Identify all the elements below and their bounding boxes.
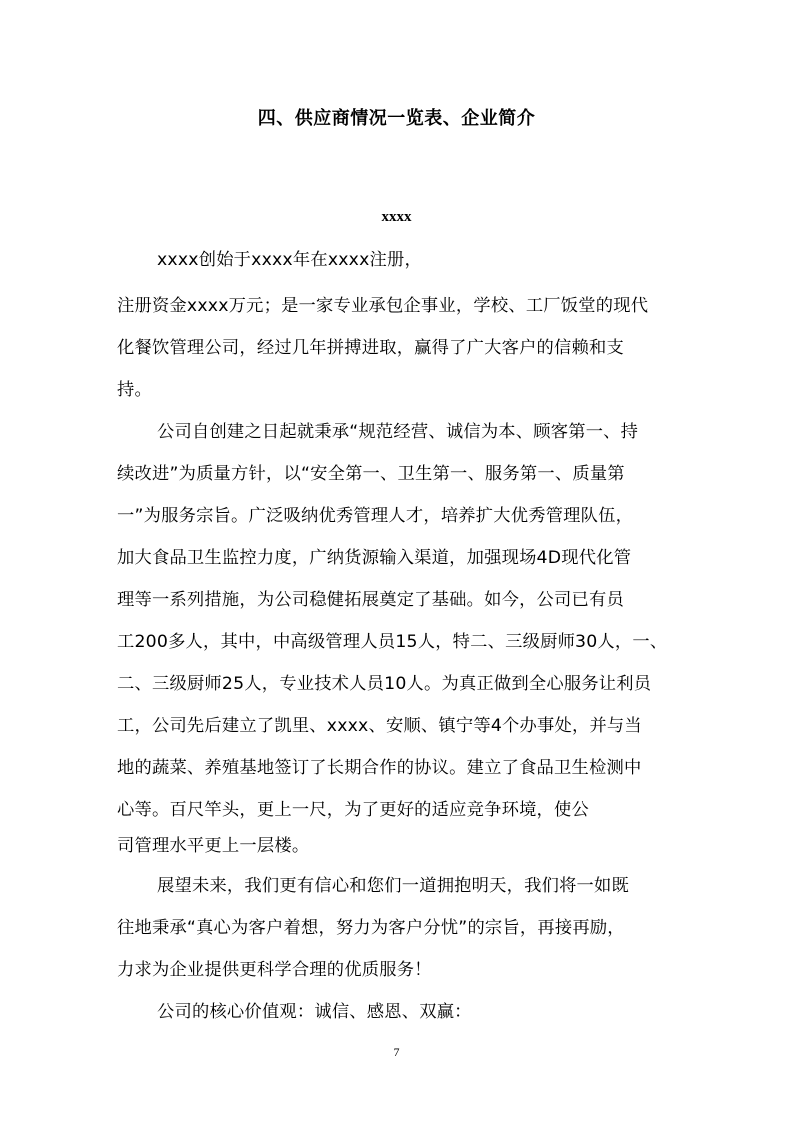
text-line: 力求为企业提供更科学合理的优质服务！ bbox=[117, 960, 432, 980]
text-line: 一”为服务宗旨。广泛吸纳优秀管理人才，培养扩大优秀管理队伍， bbox=[117, 506, 634, 526]
text-line: 理等一系列措施，为公司稳健拓展奠定了基础。如今，公司已有员 bbox=[117, 590, 624, 610]
text-line: 加大食品卫生监控力度，广纳货源输入渠道，加强现场4D现代化管 bbox=[117, 548, 632, 568]
text-line: 工，公司先后建立了凯里、xxxx、安顺、镇宁等4个办事处，并与当 bbox=[117, 716, 642, 736]
text-line: 展望未来，我们更有信心和您们一道拥抱明天，我们将一如既 bbox=[157, 876, 629, 896]
company-name: xxxx bbox=[381, 209, 412, 225]
section-heading: 四、供应商情况一览表、企业简介 bbox=[257, 108, 536, 129]
text-line: 公司自创建之日起就秉承“规范经营、诚信为本、顾客第一、持 bbox=[157, 422, 639, 442]
text-line: 心等。百尺竿头，更上一尺，为了更好的适应竞争环境，使公 bbox=[117, 800, 589, 820]
text-line: 续改进”为质量方针，以“安全第一、卫生第一、服务第一、质量第 bbox=[117, 464, 625, 484]
text-line: 地的蔬菜、养殖基地签订了长期合作的协议。建立了食品卫生检测中 bbox=[117, 758, 642, 778]
text-line: 往地秉承“真心为客户着想，努力为客户分忧”的宗旨，再接再励， bbox=[117, 918, 625, 938]
text-line: 公司的核心价值观：诚信、感恩、双赢： bbox=[157, 1002, 472, 1022]
text-line: 持。 bbox=[117, 380, 152, 400]
page-number: 7 bbox=[393, 1045, 400, 1059]
text-line: 工200多人，其中，中高级管理人员15人，特二、三级厨师30人，一、 bbox=[117, 632, 668, 652]
text-line: 化餐饮管理公司，经过几年拼搏进取，赢得了广大客户的信赖和支 bbox=[117, 338, 624, 358]
text-line: 注册资金xxxx万元；是一家专业承包企事业，学校、工厂饭堂的现代 bbox=[117, 296, 649, 316]
text-line: 司管理水平更上一层楼。 bbox=[117, 836, 310, 856]
text-line: 二、三级厨师25人，专业技术人员10人。为真正做到全心服务让利员 bbox=[117, 674, 652, 694]
text-line: xxxx创始于xxxx年在xxxx注册， bbox=[157, 250, 422, 270]
